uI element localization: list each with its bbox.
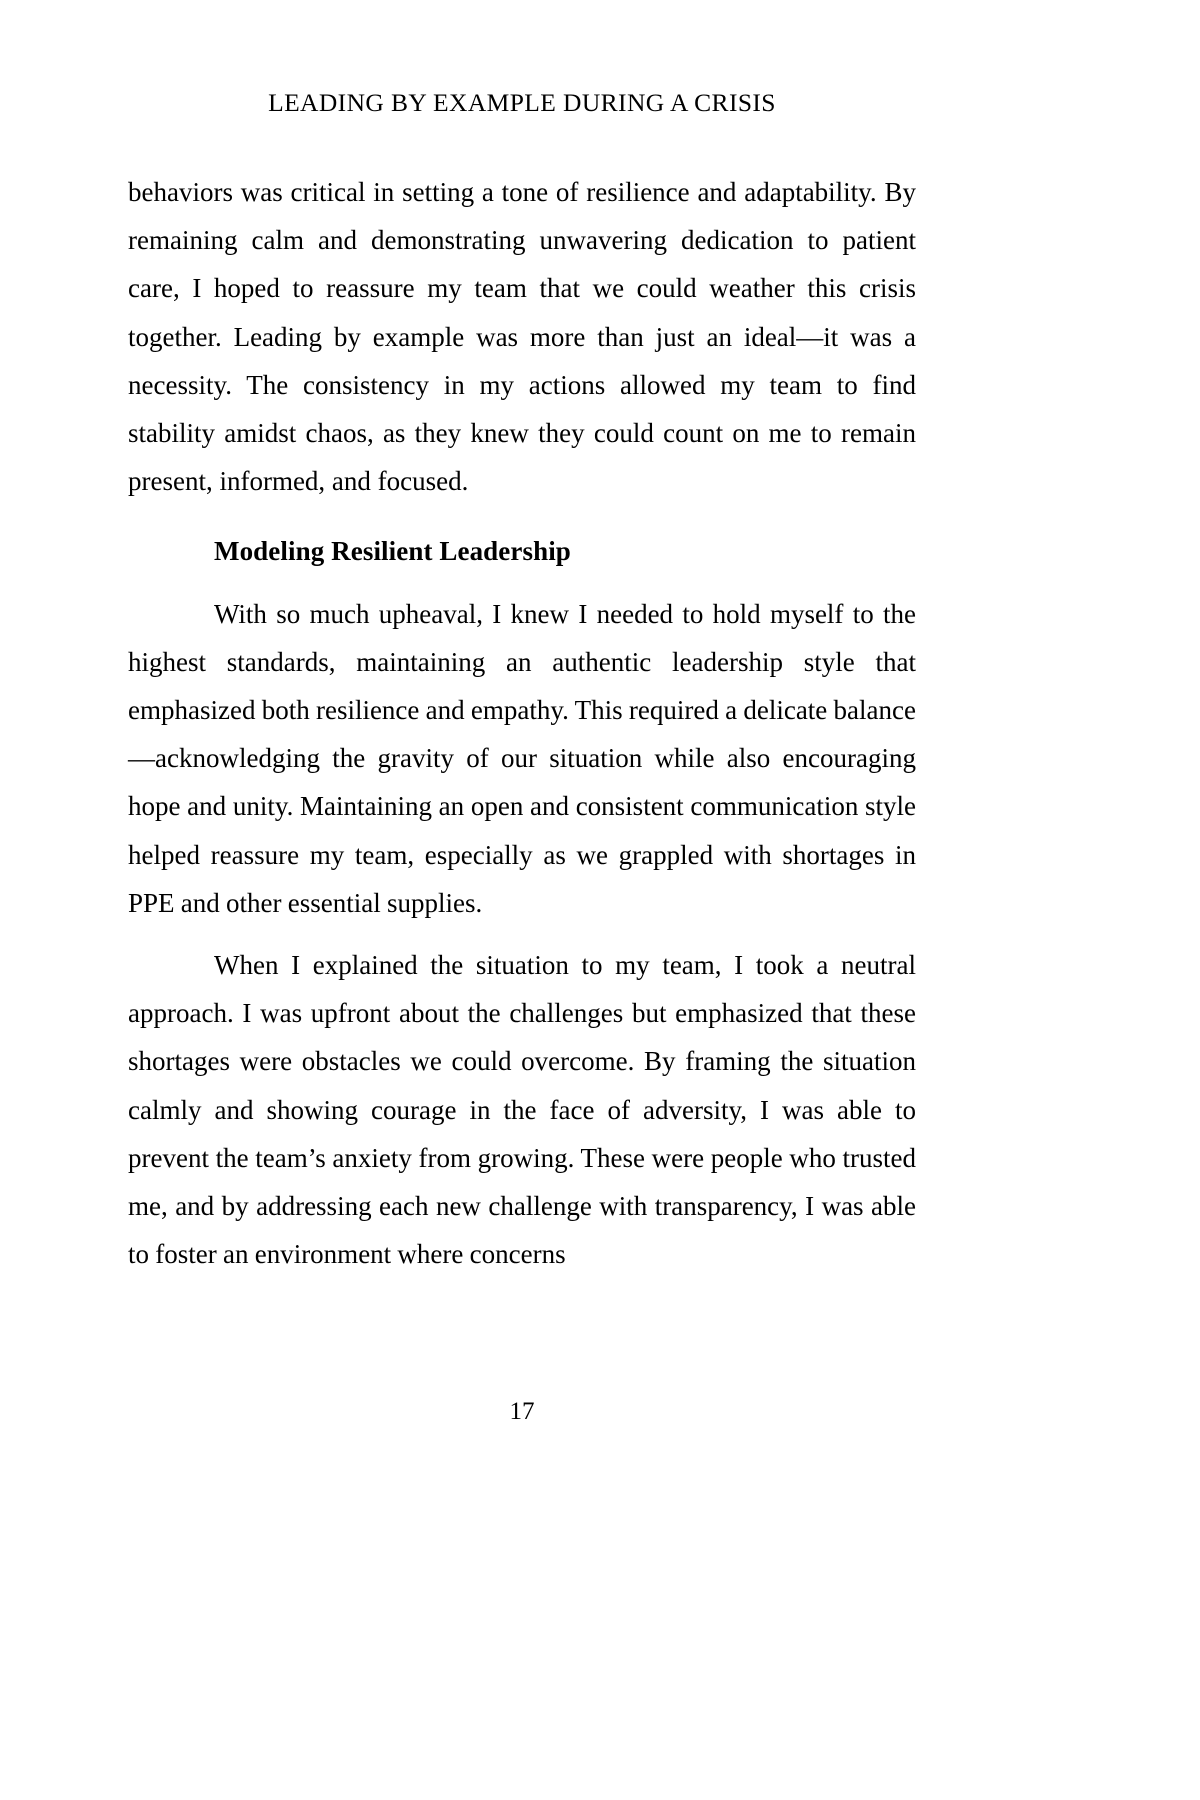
running-header: LEADING BY EXAMPLE DURING A CRISIS xyxy=(268,88,776,117)
spacer xyxy=(128,927,916,941)
body-text-block xyxy=(128,168,916,1278)
spacer xyxy=(128,505,916,527)
section-subheading: Modeling Resilient Leadership xyxy=(214,536,571,567)
paragraph-continued: behaviors was critical in setting a tone of resilience and adaptability. By remaining calm and demonstrating unwavering dedication to patient care, I hoped to reassure my team that we could weather this crisis together. Leading by example was more than just an ideal—it was a necessity. The consistency in my actions allowed my team to find stability amidst chaos, as they knew they could count on me to remain present, informed, and focused. xyxy=(128,177,916,497)
page-number-folio: 17 xyxy=(509,1398,535,1425)
paragraph-modeling-resilient-leadership: With so much upheaval, I knew I needed to hold myself to the highest standards, maintaining an authentic leadership style that emphasized both resilience and empathy. This required a delicate balance—acknowledging the gravity of our situation while also encouraging hope and unity. Maintaining an open and consistent communication style helped reassure my team, especially as we grappled with shortages in PPE and other essential supplies. xyxy=(128,598,916,918)
paragraph-explaining-situation: When I explained the situation to my team, I took a neutral approach. I was upfront about the challenges but emphasized that these shortages were obstacles we could overcome. By framing the situation calmly and showing courage in the face of adversity, I was able to prevent the team’s anxiety from growing. These were people who trusted me, and by addressing each new challenge with transparency, I was able to foster an environment where concerns xyxy=(128,950,916,1270)
spacer xyxy=(128,576,916,590)
